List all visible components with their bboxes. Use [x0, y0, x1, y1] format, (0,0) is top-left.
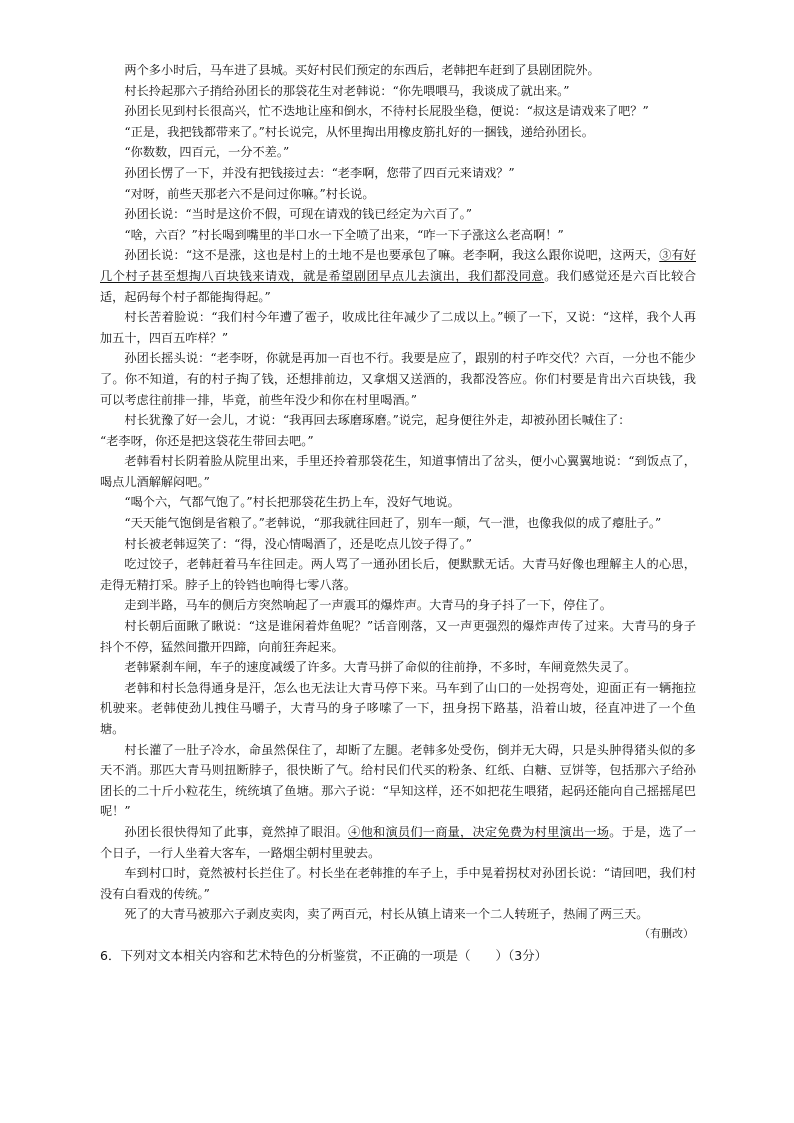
- paragraph: 村长朝后面瞅了瞅说：“这是谁闲着炸鱼呢？”话音刚落，又一声更强烈的爆炸声传了过来。大青马的身子抖个不停，猛然间撒开四蹄，向前狂奔起来。: [100, 619, 696, 654]
- paragraph-with-underline-4: [100, 822, 696, 863]
- paragraph: 村长拎起那六子捎给孙团长的那袋花生对老韩说：“你先喂喂马，我谈成了就出来。”: [124, 83, 570, 98]
- paragraph: 吃过饺子，老韩赶着马车往回走。两人骂了一通孙团长后，便默默无话。大青马好像也理解主人的心思，走得无精打采。脖子上的铃铛也响得七零八落。: [100, 557, 696, 592]
- question-6: 6．下列对文本相关内容和艺术特色的分析鉴赏，不正确的一项是（ ）（3分）: [100, 947, 548, 963]
- paragraph: 孙团长说：“当时是这价不假，可现在请戏的钱已经定为六百了。”: [124, 207, 473, 222]
- paragraph: “你数数，四百元，一分不差。”: [124, 145, 290, 160]
- text-segment: 。我们感觉还是六百比较合适，起码每个村子都能掏得起。”: [100, 268, 697, 304]
- paragraph: 死了的大青马被那六子剥皮卖肉，卖了两百元，村长从镇上请来一个二人转班子，热闹了两三天。: [124, 907, 649, 922]
- paragraph: 车到村口时，竟然被村长拦住了。村长坐在老韩推的车子上，手中晃着拐杖对孙团长说：“请回吧，我们村没有白看戏的传统。”: [100, 866, 696, 901]
- paragraph: 村长苦着脸说：“我们村今年遭了雹子，收成比往年减少了二成以上。”顿了一下，又说：“这样，我个人再加五十，四百五咋样？”: [100, 310, 696, 345]
- underlined-sentence-4: ④他和演员们一商量，决定免费为村里演出一场: [348, 824, 610, 839]
- paragraph: “喝个六，气都气饱了。”村长把那袋花生扔上车，没好气地说。: [124, 495, 460, 510]
- paragraph: 孙团长愣了一下，并没有把钱接过去：“老李啊，您带了四百元来请戏？”: [124, 165, 515, 180]
- paragraph: 老韩紧刹车闸，车子的速度减缓了许多。大青马拼了命似的往前挣，不多时，车闸竟然失灵了。: [124, 660, 637, 675]
- paragraph-with-underline-3: [100, 245, 696, 307]
- paragraph: “啥，六百？”村长喝到嘴里的半口水一下全喷了出来，“咋一下子涨这么老高啊！”: [124, 227, 564, 242]
- paragraph: 孙团长见到村长很高兴，忙不迭地让座和倒水，不待村长屁股坐稳，便说：“叔这是请戏来了吧？”: [124, 104, 649, 119]
- text-segment: 孙团长说：“这不是涨，这也是村上的土地不是也要承包了嘛。老李啊，我这么跟你说吧，这两天，: [124, 248, 660, 263]
- paragraph: 孙团长摇头说：“老李呀，你就是再加一百也不行。我要是应了，跟别的村子咋交代？六百，一分也不能少了。你不知道，有的村子掏了钱，还想排前边，又拿烟又送酒的，我都没答应。你们村要是肯出六百块钱，我可以考虑往前排一排，毕竟，前些年没少和你在村里喝酒。”: [100, 351, 696, 407]
- text-segment: 孙团长很快得知了此事，竟然掉了眼泪。: [124, 824, 349, 839]
- paragraph: 村长被老韩逗笑了：“得，没心情喝酒了，还是吃点儿饺子得了。”: [124, 536, 473, 551]
- source-note: （有删改）: [639, 926, 694, 940]
- paragraph: “天天能气饱倒是省粮了。”老韩说，“那我就往回赶了，别车一颠，气一泄，也像我似的成了瘪肚子。”: [124, 516, 662, 531]
- paragraph: 两个多小时后，马车进了县城。买好村民们预定的东西后，老韩把车赶到了县剧团院外。: [124, 63, 600, 77]
- paragraph: 老韩和村长急得通身是汗，怎么也无法让大青马停下来。马车到了山口的一处拐弯处，迎面正有一辆拖拉机驶来。老韩使劲儿拽住马嚼子，大青马的身子哆嗦了一下，扭身拐下路基，沿着山坡，径直冲进了一个鱼塘。: [100, 680, 696, 736]
- paragraph: “老李呀，你还是把这袋花生带回去吧。”: [100, 433, 314, 448]
- paragraph: 村长灌了一肚子冷水，命虽然保住了，却断了左腿。老韩多处受伤，倒并无大碍，只是头肿得猪头似的多天不消。那匹大青马则扭断脖子，很快断了气。给村民们代买的粉条、红纸、白糖、豆饼等，包括那六子给孙团长的二十斤小粒花生，统统填了鱼塘。那六子说：“早知这样，还不如把花生喂猪，起码还能向自己摇摇尾巴呢！”: [100, 742, 696, 819]
- text-segment: 。于是，选了一个日子，一行人坐着大客车，一路烟尘朝村里驶去。: [100, 824, 697, 860]
- paragraph: “对呀，前些天那老六不是问过你嘛。”村长说。: [124, 186, 375, 201]
- underlined-sentence-3: ③有好几个村子甚至想掏八百块钱来请戏，就是希望剧团早点儿去演出，我们都没同意: [100, 248, 697, 283]
- paragraph: 走到半路，马车的侧后方突然响起了一声震耳的爆炸声。大青马的身子抖了一下，停住了。: [124, 598, 612, 613]
- paragraph: 老韩看村长阴着脸从院里出来，手里还拎着那袋花生，知道事情出了岔头，便小心翼翼地说：“到饭点了，喝点儿酒解解闷吧。”: [100, 454, 696, 489]
- paragraph: 村长犹豫了好一会儿，才说：“我再回去琢磨琢磨。”说完，起身便往外走，却被孙团长喊住了：: [124, 413, 631, 428]
- paragraph: “正是，我把钱都带来了。”村长说完，从怀里掏出用橡皮筋扎好的一捆钱，递给孙团长。: [124, 124, 594, 139]
